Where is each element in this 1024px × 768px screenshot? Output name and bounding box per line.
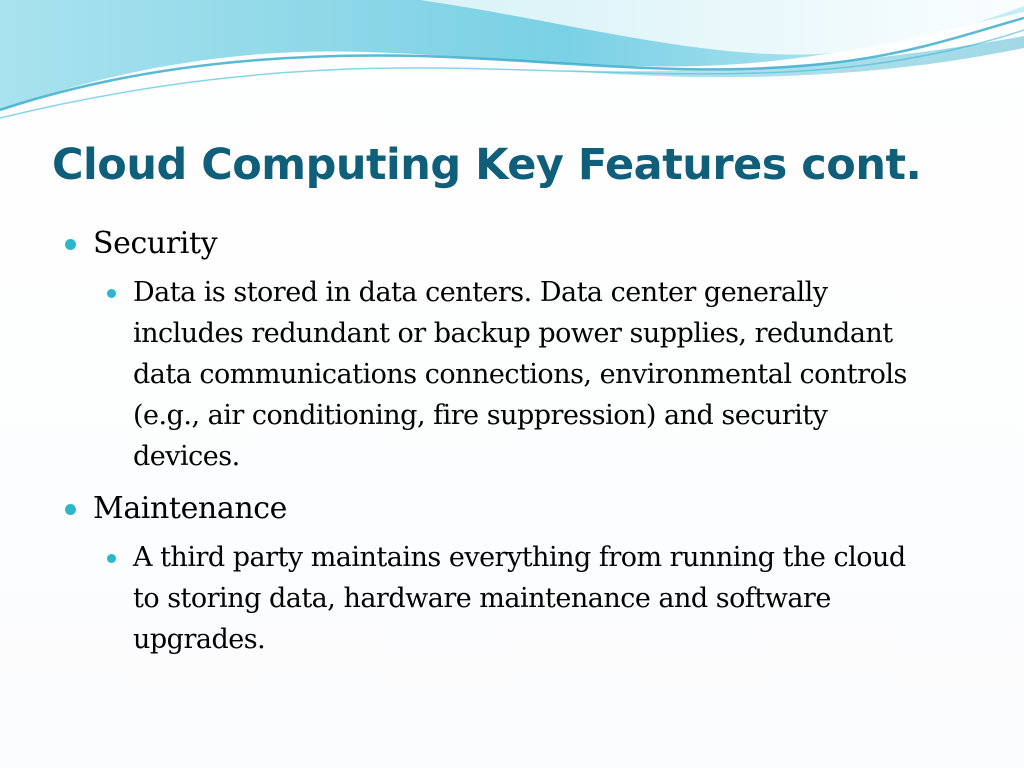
bullet-dot-icon: [65, 239, 76, 250]
bullet-dot-icon: [65, 504, 76, 515]
header-wave-decoration: [0, 0, 1024, 130]
bullet-heading-maintenance: Maintenance: [93, 491, 288, 526]
bullet-security: [60, 222, 960, 266]
bullet-heading-security: Security: [93, 226, 218, 261]
bullet-maintenance: [60, 487, 960, 531]
sub-bullet-dot-icon: [107, 289, 116, 298]
bullet-text-security-detail: Data is stored in data centers. Data center generally includes redundant or backup power supplies, redundant data communications connections, environmental controls (e.g., air conditioning, fire suppression) and security devices.: [133, 277, 907, 472]
sub-bullet-dot-icon: [107, 554, 116, 563]
bullet-list: [60, 222, 960, 670]
slide-title: Cloud Computing Key Features cont.: [52, 140, 922, 190]
sub-bullet-maintenance-detail: [100, 537, 913, 660]
sub-bullet-security-detail: [100, 272, 913, 477]
bullet-text-maintenance-detail: A third party maintains everything from running the cloud to storing data, hardware maintenance and software upgrades.: [133, 542, 906, 655]
